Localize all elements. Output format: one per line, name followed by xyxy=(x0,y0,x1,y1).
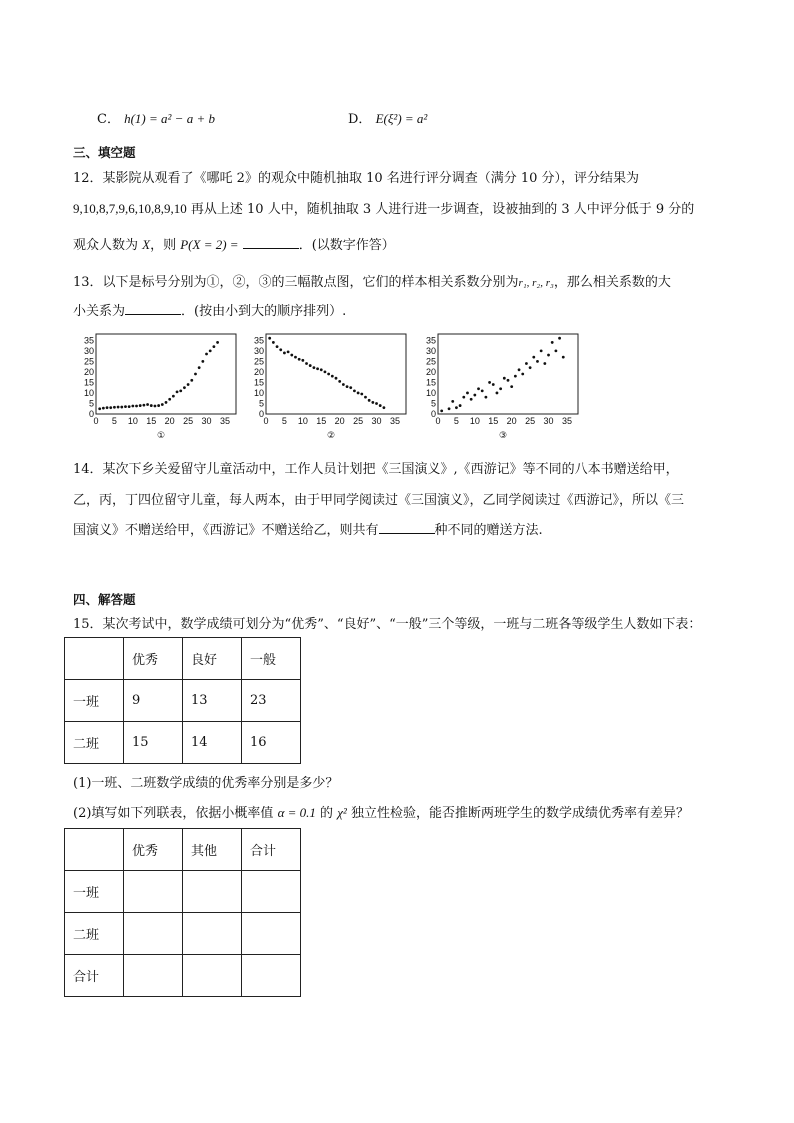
y-tick-label: 20 xyxy=(83,366,94,377)
plot-frame xyxy=(438,334,578,414)
y-tick-label: 25 xyxy=(83,356,94,367)
data-point xyxy=(102,407,105,410)
data-point xyxy=(209,349,212,352)
data-point xyxy=(139,404,142,407)
chart-caption: ② xyxy=(326,430,336,440)
data-point xyxy=(194,373,197,376)
data-point xyxy=(451,400,454,403)
contingency-input-cell[interactable] xyxy=(183,955,242,997)
data-point xyxy=(470,398,473,401)
contingency-row-label: 合计 xyxy=(65,955,124,997)
scatter-chart-3 xyxy=(422,330,582,449)
x-tick-label: 0 xyxy=(263,416,269,426)
data-point xyxy=(371,401,374,404)
data-point xyxy=(109,406,112,409)
scatter-chart-3-svg xyxy=(422,330,582,445)
q12-line-3-text-c: ．(以数字作答） xyxy=(298,238,395,253)
q15-sub-2-text-c: 独立性检验，能否推断两班学生的数学成绩优秀率有差异？ xyxy=(346,806,689,821)
x-tick-label: 30 xyxy=(201,416,212,426)
table-row xyxy=(65,722,301,764)
data-point xyxy=(477,387,480,390)
data-point xyxy=(353,389,356,392)
x-tick-label: 30 xyxy=(371,416,382,426)
data-point xyxy=(290,354,293,357)
y-tick-label: 5 xyxy=(258,398,264,409)
data-point xyxy=(510,385,513,388)
data-point xyxy=(268,337,271,340)
data-point xyxy=(335,377,338,380)
data-point xyxy=(473,394,476,397)
data-point xyxy=(287,350,290,353)
data-point xyxy=(309,364,312,367)
q13-coefficients: r₁, r₂, r₃ xyxy=(518,277,554,289)
q13-line-2-text-a: 小关系为 xyxy=(73,304,126,319)
data-point xyxy=(466,392,469,395)
grades-cell: 15 xyxy=(124,722,183,764)
contingency-table-header xyxy=(65,829,301,871)
data-point xyxy=(124,405,127,408)
x-tick-label: 5 xyxy=(111,416,117,426)
q15-intro: 15．某次考试中，数学成绩可划分为“优秀”、“良好”、“一般”三个等级，一班与二班各等级学生人数如下表： xyxy=(73,617,702,632)
q13-line-1 xyxy=(73,271,671,290)
y-tick-label: 15 xyxy=(83,377,94,388)
grades-cell: 9 xyxy=(124,680,183,722)
y-tick-label: 20 xyxy=(253,366,264,377)
y-tick-label: 10 xyxy=(253,387,264,398)
grades-header-cell: 优秀 xyxy=(124,638,183,680)
data-point xyxy=(146,403,149,406)
y-tick-label: 35 xyxy=(83,335,94,346)
data-point xyxy=(190,379,193,382)
y-tick-label: 15 xyxy=(425,377,436,388)
contingency-table xyxy=(64,828,301,997)
x-tick-label: 10 xyxy=(469,416,480,426)
y-tick-label: 10 xyxy=(425,387,436,398)
data-point xyxy=(521,373,524,376)
data-point xyxy=(484,396,487,399)
data-point xyxy=(187,383,190,386)
data-point xyxy=(496,392,499,395)
q12-ratings: 9,10,8,7,9,6,10,8,9,10 xyxy=(73,201,187,216)
data-point xyxy=(301,359,304,362)
x-tick-label: 0 xyxy=(93,416,99,426)
x-tick-label: 10 xyxy=(127,416,138,426)
option-d-label: D． xyxy=(348,112,372,127)
scatter-chart-2 xyxy=(250,330,410,449)
option-c xyxy=(97,108,215,127)
q15-chi-square: χ² xyxy=(337,805,347,820)
q12-line-3-text-a: 观众人数为 xyxy=(73,238,143,253)
y-tick-label: 35 xyxy=(253,335,264,346)
data-point xyxy=(499,387,502,390)
data-point xyxy=(106,406,109,409)
grades-header-cell: 一般 xyxy=(242,638,301,680)
x-tick-label: 5 xyxy=(453,416,459,426)
data-point xyxy=(131,405,134,408)
option-d xyxy=(348,108,427,127)
data-point xyxy=(455,406,458,409)
data-point xyxy=(551,341,554,344)
y-tick-label: 20 xyxy=(425,366,436,377)
y-tick-label: 0 xyxy=(430,409,436,419)
grades-cell: 一班 xyxy=(65,680,124,722)
x-tick-label: 20 xyxy=(334,416,345,426)
table-row xyxy=(65,871,301,913)
option-d-expression: E(ξ²) = a² xyxy=(375,111,428,126)
contingency-row-label: 二班 xyxy=(65,913,124,955)
data-point xyxy=(120,406,123,409)
data-point xyxy=(507,379,510,382)
contingency-input-cell[interactable] xyxy=(124,955,183,997)
x-tick-label: 15 xyxy=(316,416,327,426)
data-point xyxy=(183,386,186,389)
data-point xyxy=(135,405,138,408)
data-point xyxy=(316,367,319,370)
data-point xyxy=(459,404,462,407)
section-3-heading: 三、填空题 xyxy=(73,145,136,160)
data-point xyxy=(525,362,528,365)
contingency-input-cell[interactable] xyxy=(124,913,183,955)
q15-sub-2 xyxy=(73,802,689,821)
table-row xyxy=(65,913,301,955)
grades-cell: 16 xyxy=(242,722,301,764)
data-point xyxy=(179,389,182,392)
data-point xyxy=(161,403,164,406)
contingency-header-cell xyxy=(65,829,124,871)
data-point xyxy=(150,404,153,407)
x-tick-label: 0 xyxy=(435,416,441,426)
q12-line-3-text-b: ，则 xyxy=(150,238,181,253)
q14-line-3 xyxy=(73,519,543,538)
q15-sub-2-text-b: 的 xyxy=(315,806,338,821)
q14-answer-blank[interactable] xyxy=(379,521,435,534)
data-point xyxy=(379,404,382,407)
data-point xyxy=(327,373,330,376)
contingency-input-cell[interactable] xyxy=(242,955,301,997)
contingency-input-cell[interactable] xyxy=(242,913,301,955)
data-point xyxy=(154,405,157,408)
table-row xyxy=(65,955,301,997)
data-point xyxy=(503,377,506,380)
data-point xyxy=(165,401,168,404)
data-point xyxy=(212,345,215,348)
q13-answer-blank[interactable] xyxy=(125,302,181,315)
contingency-header-cell: 优秀 xyxy=(124,829,183,871)
data-point xyxy=(324,370,327,373)
data-point xyxy=(518,368,521,371)
data-point xyxy=(448,407,451,410)
grades-cell: 14 xyxy=(183,722,242,764)
data-point xyxy=(320,368,323,371)
data-point xyxy=(543,362,546,365)
y-tick-label: 25 xyxy=(425,356,436,367)
scatter-chart-2-svg xyxy=(250,330,410,445)
chart-caption: ③ xyxy=(498,430,508,440)
data-point xyxy=(176,390,179,393)
grades-cell: 13 xyxy=(183,680,242,722)
data-point xyxy=(201,360,204,363)
data-point xyxy=(364,396,367,399)
data-point xyxy=(198,366,201,369)
grades-table xyxy=(64,637,301,764)
data-point xyxy=(368,399,371,402)
y-tick-label: 30 xyxy=(425,345,436,356)
q14-line-3-text-b: 种不同的赠送方法. xyxy=(434,523,543,538)
data-point xyxy=(536,360,539,363)
q12-line-2-text: 再从上述 10 人中，随机抽取 3 人进行进一步调查，设被抽到的 3 人中评分低于 9 分的 xyxy=(186,202,695,217)
x-tick-label: 30 xyxy=(543,416,554,426)
data-point xyxy=(216,341,219,344)
plot-frame xyxy=(266,334,406,414)
data-point xyxy=(279,348,282,351)
data-point xyxy=(547,354,550,357)
x-tick-label: 35 xyxy=(219,416,230,426)
q13-line-1-text-b: ，那么相关系数的大 xyxy=(553,275,671,290)
option-c-expression: h(1) = a² − a + b xyxy=(124,111,215,126)
data-point xyxy=(294,356,297,359)
grades-cell: 二班 xyxy=(65,722,124,764)
contingency-header-cell: 合计 xyxy=(242,829,301,871)
x-tick-label: 10 xyxy=(297,416,308,426)
y-tick-label: 25 xyxy=(253,356,264,367)
x-tick-label: 35 xyxy=(389,416,400,426)
data-point xyxy=(558,337,561,340)
data-point xyxy=(276,345,279,348)
data-point xyxy=(440,409,443,412)
y-tick-label: 5 xyxy=(430,398,436,409)
contingency-input-cell[interactable] xyxy=(183,913,242,955)
x-tick-label: 25 xyxy=(353,416,364,426)
data-point xyxy=(481,389,484,392)
y-tick-label: 0 xyxy=(88,409,94,419)
q13-line-2 xyxy=(73,300,346,319)
scatter-chart-1-svg xyxy=(80,330,240,445)
q12-variable-x: X xyxy=(142,237,151,252)
x-tick-label: 15 xyxy=(488,416,499,426)
data-point xyxy=(540,349,543,352)
q14-line-3-text-a: 国演义》不赠送给甲，《西游记》不赠送给乙，则共有 xyxy=(73,523,379,538)
data-point xyxy=(342,383,345,386)
data-point xyxy=(338,380,341,383)
x-tick-label: 25 xyxy=(183,416,194,426)
chart-caption: ① xyxy=(156,430,166,440)
q12-probability-expr: P(X = 2) = xyxy=(180,237,239,252)
y-tick-label: 35 xyxy=(425,335,436,346)
contingency-input-cell[interactable] xyxy=(183,871,242,913)
y-tick-label: 10 xyxy=(83,387,94,398)
data-point xyxy=(488,381,491,384)
data-point xyxy=(375,402,378,405)
data-point xyxy=(554,349,557,352)
data-point xyxy=(346,385,349,388)
grades-cell: 23 xyxy=(242,680,301,722)
contingency-input-cell[interactable] xyxy=(124,871,183,913)
q12-line-3 xyxy=(73,234,395,253)
q15-sub-1: (1)一班、二班数学成绩的优秀率分别是多少？ xyxy=(73,776,339,791)
x-tick-label: 15 xyxy=(146,416,157,426)
data-point xyxy=(562,356,565,359)
data-point xyxy=(514,375,517,378)
data-point xyxy=(360,393,363,396)
data-point xyxy=(168,398,171,401)
data-point xyxy=(492,383,495,386)
data-point xyxy=(462,396,465,399)
y-tick-label: 0 xyxy=(258,409,264,419)
data-point xyxy=(205,353,208,356)
data-point xyxy=(172,395,175,398)
data-point xyxy=(529,366,532,369)
y-tick-label: 30 xyxy=(253,345,264,356)
grades-table-header xyxy=(65,638,301,680)
contingency-header-cell: 其他 xyxy=(183,829,242,871)
x-tick-label: 20 xyxy=(164,416,175,426)
q15-alpha: α = 0.1 xyxy=(277,805,316,820)
data-point xyxy=(157,404,160,407)
data-point xyxy=(113,406,116,409)
q13-line-2-text-b: ．(按由小到大的顺序排列）. xyxy=(181,304,347,319)
contingency-input-cell[interactable] xyxy=(242,871,301,913)
data-point xyxy=(331,375,334,378)
q12-line-1: 12．某影院从观看了《哪吒 2》的观众中随机抽取 10 名进行评分调查（满分 10 分），评分结果为 xyxy=(73,171,640,186)
grades-header-cell: 良好 xyxy=(183,638,242,680)
data-point xyxy=(298,358,301,361)
y-tick-label: 30 xyxy=(83,345,94,356)
data-point xyxy=(305,362,308,365)
q14-line-1: 14．某次下乡关爱留守儿童活动中，工作人员计划把《三国演义》,《西游记》等不同的八本书赠送给甲， xyxy=(73,462,679,477)
x-tick-label: 5 xyxy=(281,416,287,426)
q15-sub-2-text-a: (2)填写如下列联表，依据小概率值 xyxy=(73,806,278,821)
data-point xyxy=(382,406,385,409)
data-point xyxy=(357,392,360,395)
q13-line-1-text-a: 13．以下是标号分别为①，②，③的三幅散点图，它们的样本相关系数分别为 xyxy=(73,275,519,290)
y-tick-label: 5 xyxy=(88,398,94,409)
data-point xyxy=(283,352,286,355)
y-tick-label: 15 xyxy=(253,377,264,388)
grades-header-cell xyxy=(65,638,124,680)
data-point xyxy=(349,386,352,389)
contingency-row-label: 一班 xyxy=(65,871,124,913)
x-tick-label: 20 xyxy=(506,416,517,426)
data-point xyxy=(117,406,120,409)
table-row xyxy=(65,680,301,722)
option-c-label: C． xyxy=(97,112,120,127)
data-point xyxy=(272,341,275,344)
q12-answer-blank[interactable] xyxy=(243,236,299,249)
q14-line-2: 乙，丙，丁四位留守儿童，每人两本，由于甲同学阅读过《三国演义》，乙同学阅读过《西游记》，所以《三 xyxy=(73,493,685,508)
data-point xyxy=(128,405,131,408)
data-point xyxy=(312,366,315,369)
x-tick-label: 35 xyxy=(561,416,572,426)
scatter-chart-1 xyxy=(80,330,240,449)
data-point xyxy=(98,407,101,410)
data-point xyxy=(532,356,535,359)
data-point xyxy=(142,404,145,407)
q12-line-2 xyxy=(73,198,694,217)
section-4-heading: 四、解答题 xyxy=(73,592,136,607)
x-tick-label: 25 xyxy=(525,416,536,426)
